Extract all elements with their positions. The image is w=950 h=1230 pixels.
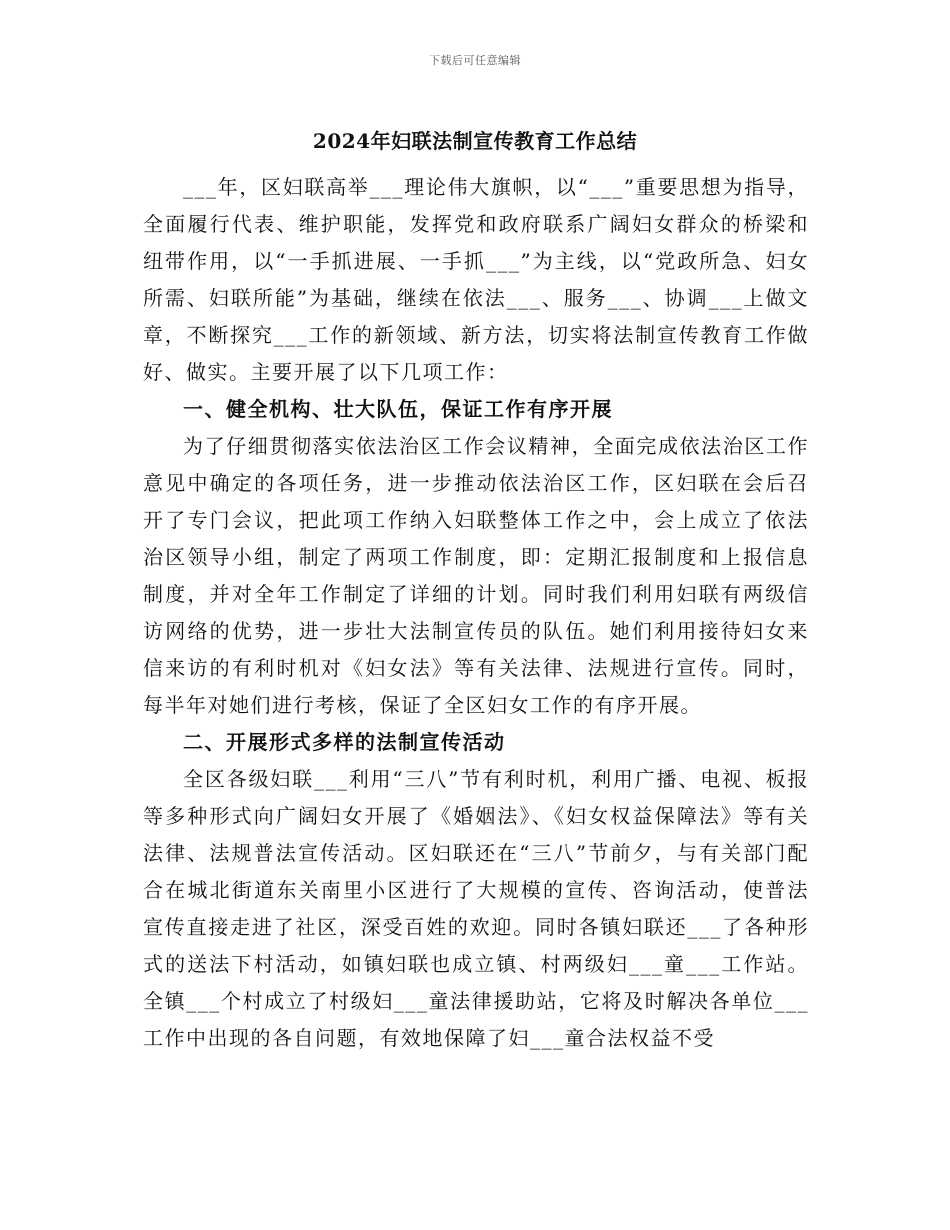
section-body-1: 为了仔细贯彻落实依法治区工作会议精神，全面完成依法治区工作意见中确定的各项任务，进一步推动依法治区工作，区妇联在会后召开了专门会议，把此项工作纳入妇联整体工作之中，会上成立了依法治区领导小组，制定了两项工作制度，即：定期汇报制度和上报信息制度，并对全年工作制定了详细的计划。同时我们利用妇联有两级信访网络的优势，进一步壮大法制宣传员的队伍。她们利用接待妇女来信来访的有利时机对《妇女法》等有关法律、法规进行宣传。同时，每半年对她们进行考核，保证了全区妇女工作的有序开展。 [143,434,809,717]
section-body-2: 全区各级妇联___利用“三八”节有利时机，利用广播、电视、板报等多种形式向广阔妇女开展了《婚姻法》、《妇女权益保障法》等有关法律、法规普法宣传活动。区妇联还在“三八”节前夕，与有关部门配合在城北街道东关南里小区进行了大规模的宣传、咨询活动，使普法宣传直接走进了社区，深受百姓的欢迎。同时各镇妇联还___了各种形式的送法下村活动，如镇妇联也成立镇、村两级妇___童___工作站。全镇___个村成立了村级妇___童法律援助站，它将及时解决各单位___工作中出现的各自问题，有效地保障了妇___童合法权益不受 [143,767,809,1050]
section-heading-1: 一、健全机构、壮大队伍，保证工作有序开展 [183,397,613,421]
intro-paragraph: ___年，区妇联高举___理论伟大旗帜，以“___”重要思想为指导，全面履行代表、维护职能，发挥党和政府联系广阔妇女群众的桥梁和纽带作用，以“一手抓进展、一手抓___”为主线，以“党政所急、妇女所需、妇联所能”为基础，继续在依法___、服务___、协调___上做文章，不断探究___工作的新领域、新方法，切实将法制宣传教育工作做好、做实。主要开展了以下几项工作： [143,175,809,384]
section-heading-2: 二、开展形式多样的法制宣传活动 [183,730,506,754]
page-header: 下载后可任意编辑 [429,54,521,67]
document-title: 2024年妇联法制宣传教育工作总结 [312,129,638,153]
document-body [143,169,809,1057]
